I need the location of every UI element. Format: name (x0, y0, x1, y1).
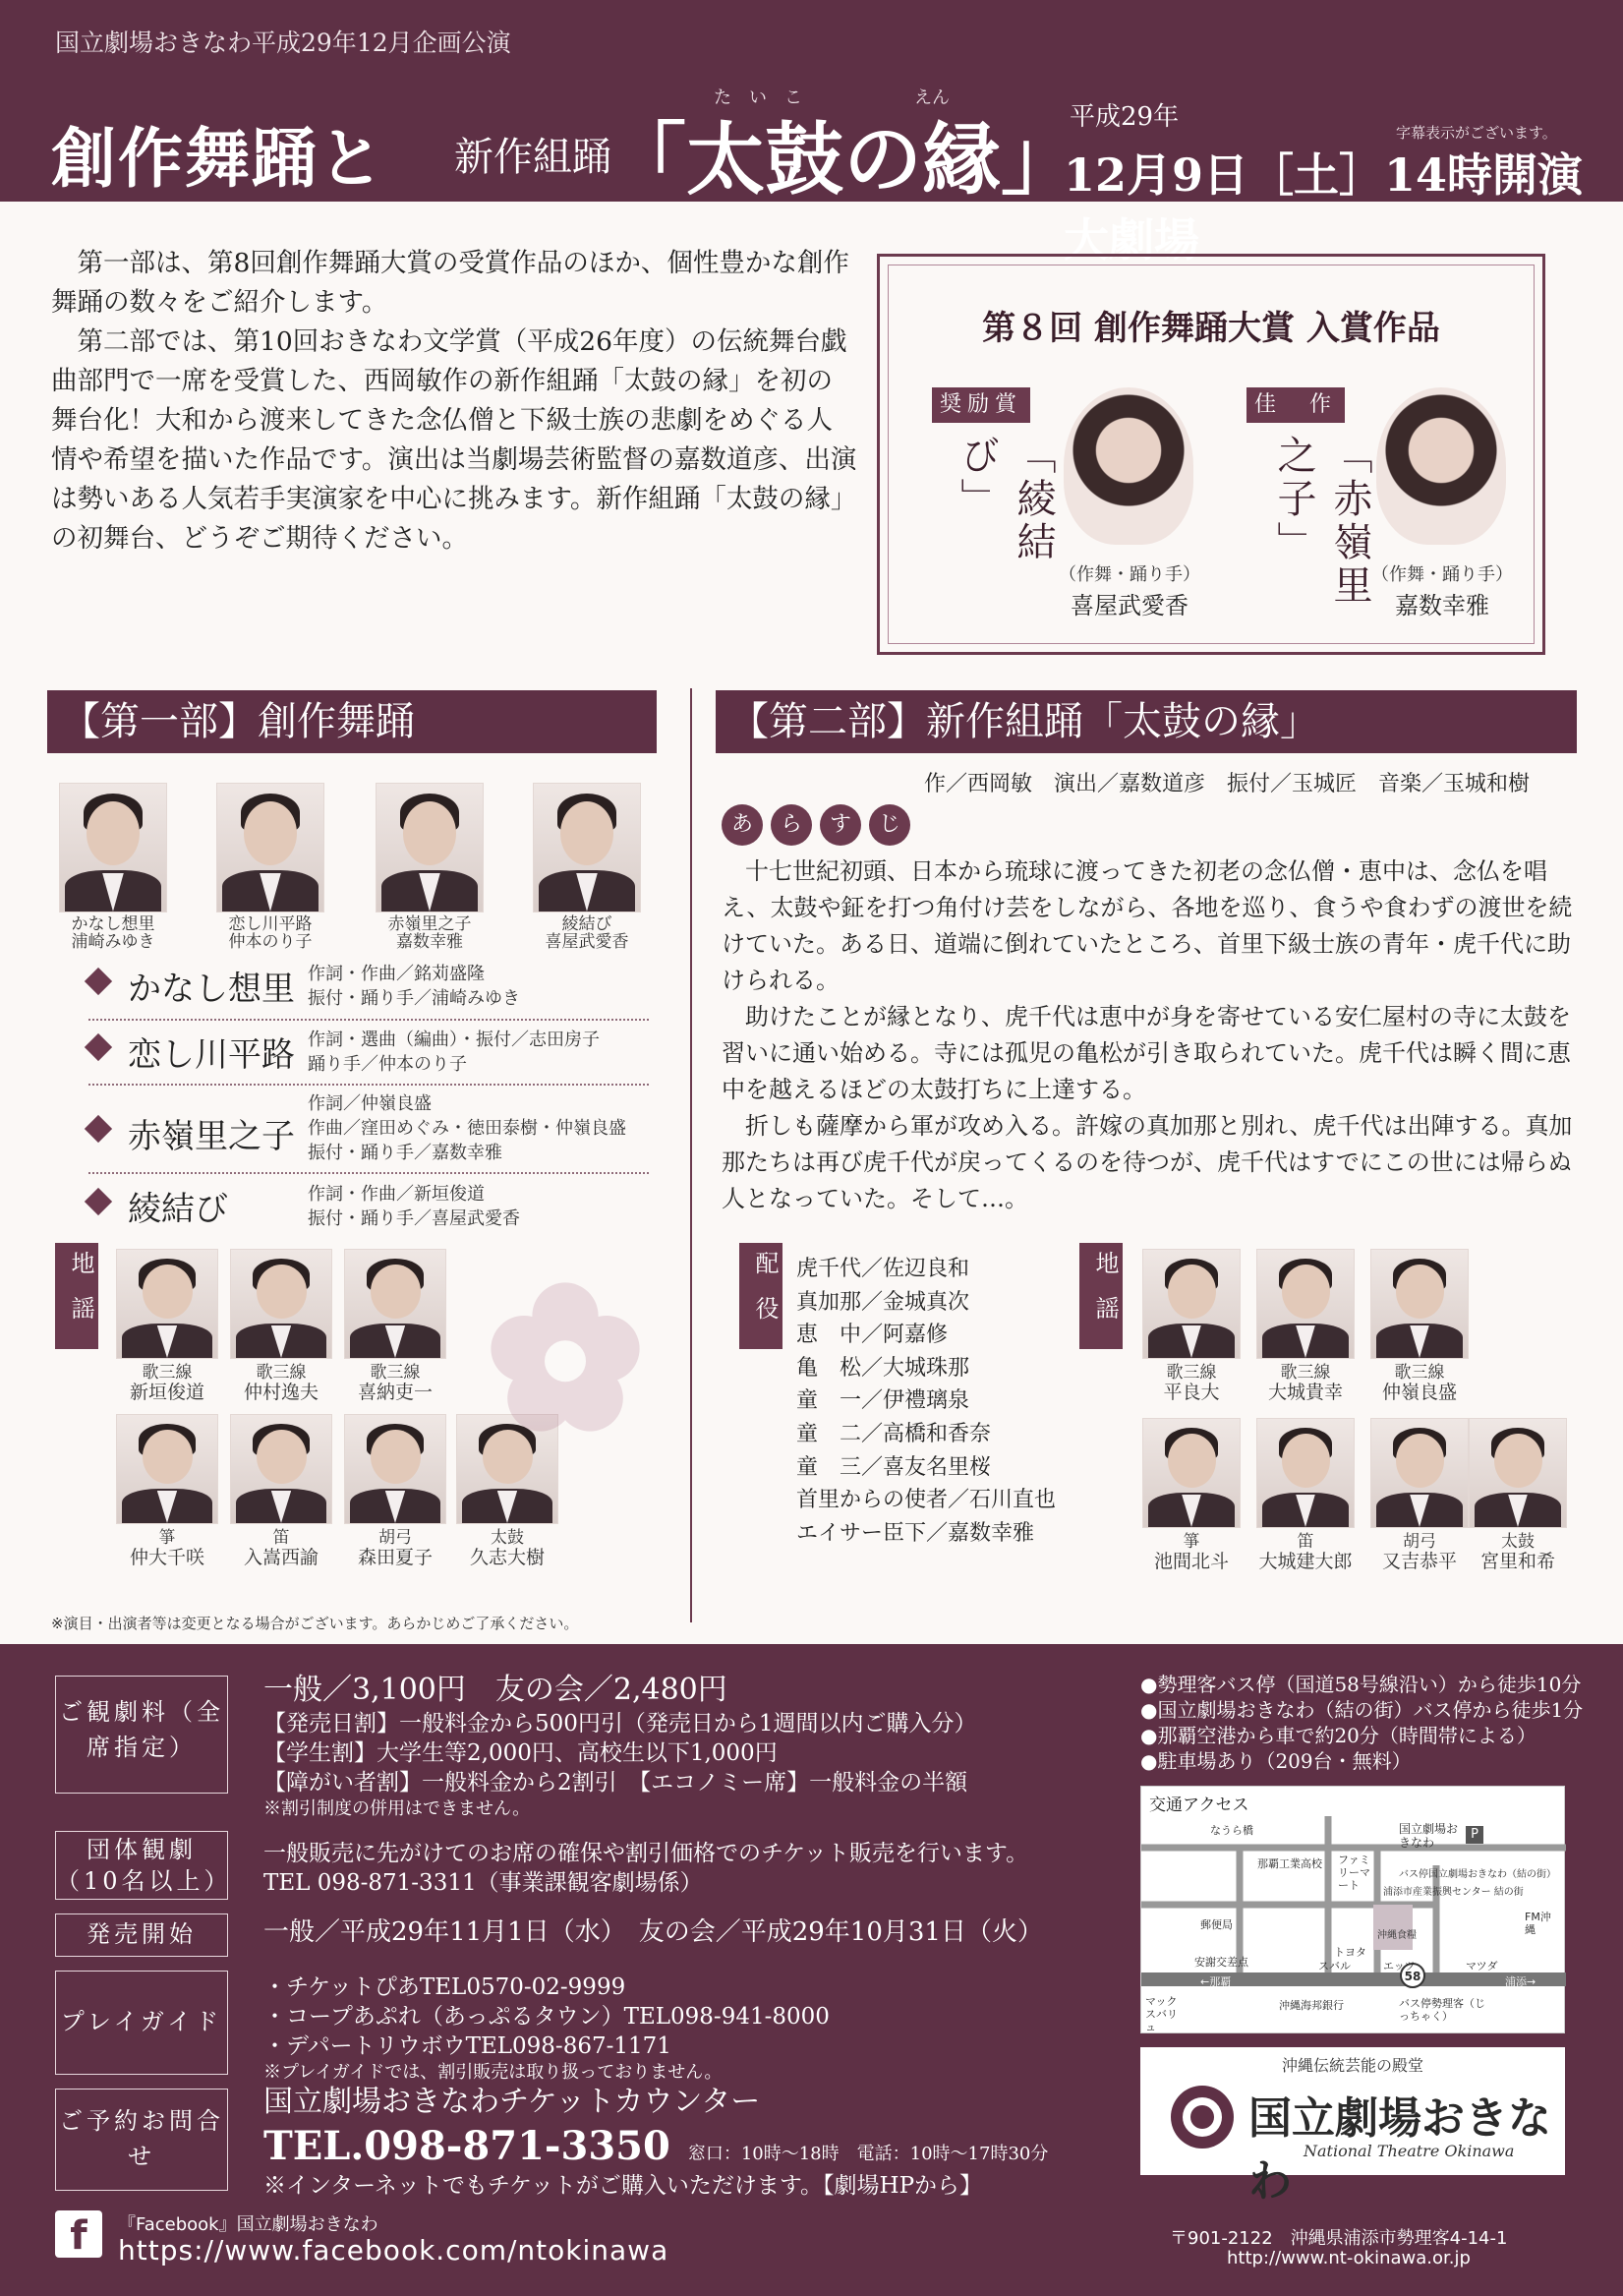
musician-name: 入嵩西諭 (243, 1547, 319, 1568)
musician-role: 歌三線 (1394, 1363, 1445, 1383)
performer-photo (59, 783, 167, 913)
facebook-link[interactable]: https://www.facebook.com/ntokinawa (118, 2234, 669, 2267)
map-title: 交通アクセス (1149, 1796, 1249, 1815)
contact-label: ご予約お問合せ (55, 2089, 228, 2191)
musician-name: 大城建大郎 (1258, 1551, 1353, 1572)
performer-name: 喜屋武愛香 (545, 932, 629, 952)
cast-line: 童 二／高橋和香奈 (796, 1421, 992, 1446)
musician-role: 歌三線 (1166, 1363, 1217, 1383)
award-right-role: （作舞・踊り手） (1371, 564, 1513, 585)
program-title: かなし想里 (128, 970, 295, 1009)
event-subtitle: 国立劇場おきなわ平成29年12月企画公演 (55, 29, 511, 57)
award-tag-encourage: 奨励賞 (932, 387, 1030, 423)
cast-line: 童 三／喜友名里桜 (796, 1454, 992, 1480)
musician-role: 笛 (272, 1528, 290, 1548)
musician-name: 森田夏子 (357, 1547, 433, 1568)
synopsis-p2: 助けたことが縁となり、虎千代は恵中が身を寄せている安仁屋村の寺に太鼓を習いに通い始める。寺には孤児の亀松が引き取られていた。虎千代は瞬く間に恵中を越えるほどの太鼓打ちに上達する。 (722, 1003, 1571, 1103)
intro-paragraph-1: 第一部は、第8回創作舞踊大賞の受賞作品のほか、個性豊かな創作舞踊の数々をご紹介します。 (51, 248, 849, 318)
part1-heading: 【第一部】創作舞踊 (47, 690, 657, 753)
musician-name: 新垣俊道 (129, 1382, 204, 1403)
award-left-role: （作舞・踊り手） (1059, 564, 1200, 585)
program-credits: 作詞・作曲／銘苅盛隆 振付・踊り手／浦崎みゆき (308, 964, 520, 1009)
part2-jiutai (1130, 1249, 1573, 1603)
award-work-left: 「綾結び」 (955, 435, 1056, 564)
part2-credits: 作／西岡敏 演出／嘉数道彦 振付／玉城匠 音楽／玉城和樹 (924, 772, 1531, 796)
part1-performers (51, 779, 661, 956)
caption-note: 字幕表示がございます。 (1396, 124, 1557, 142)
contact-info: 国立劇場おきなわチケットカウンター TEL.098-871-3350 窓口：10時～18時 電話：10時～17時30分 ※インターネットでもチケットがご購入いただけます。【劇場HPから】 (263, 2085, 1049, 2199)
performer-photo (216, 783, 324, 913)
title-mid: 新作組踊 (454, 135, 611, 180)
performer-name: 嘉数幸雅 (396, 932, 463, 952)
musician-name: 大城貴幸 (1267, 1382, 1343, 1403)
facebook-icon[interactable]: f (55, 2210, 102, 2258)
website-link[interactable]: http://www.nt-okinawa.or.jp (1227, 2248, 1471, 2268)
ruby-en: えん (914, 88, 950, 108)
musician-photo (344, 1414, 446, 1524)
price-info: 一般／3,100円 友の会／2,480円 【発売日割】一般料金から500円引（発売日から1週間以内ご購入分） 【学生割】大学生等2,000円、高校生以下1,000円 【障がい者割】一般料金から2割引 【エコノミー席】一般料金の半額 ※割引制度の併用はできません。 (263, 1673, 977, 1819)
synopsis-p3: 折しも薩摩から軍が攻め入る。許嫁の真加那と別れ、虎千代は出陣する。真加那たちは再び虎千代が戻ってくるのを待つが、虎千代はすでにこの世には帰らぬ人となっていた。そして…。 (722, 1112, 1573, 1212)
sale-label: 発売開始 (55, 1913, 228, 1957)
musician-role: 歌三線 (142, 1363, 193, 1383)
program-title: 綾結び (128, 1190, 228, 1229)
musician-name: 平良大 (1163, 1382, 1220, 1403)
musician-role: 胡弓 (378, 1528, 412, 1548)
divider (88, 1019, 649, 1021)
musician-name: 仲村逸夫 (243, 1382, 319, 1403)
program-item (88, 1091, 649, 1170)
group-label: 団体観劇（10名以上） (55, 1831, 228, 1900)
guide-label: プレイガイド (55, 1971, 228, 2075)
column-divider (690, 688, 692, 1622)
award-right-name: 嘉数幸雅 (1395, 592, 1489, 619)
award-left-name: 喜屋武愛香 (1071, 592, 1188, 619)
musician-role: 箏 (1183, 1532, 1200, 1552)
jiutai-label-part2: 地謡 (1079, 1243, 1123, 1349)
program-item (88, 1182, 649, 1241)
parking-icon: P (1466, 1826, 1483, 1844)
award-box (877, 254, 1545, 655)
address: 〒901-2122 沖縄県浦添市勢理客4-14-1 (1170, 2228, 1508, 2249)
cast-list (796, 1253, 1091, 1550)
diamond-icon (85, 1033, 112, 1061)
guide-info: ・チケットぴあTEL0570-02-9999 ・コープあぷれ（あっぷるタウン）TEL098-941-8000 ・デパートリウボウTEL098-867-1171 ※プレイガイドでは、割引販売は取り扱っておりません。 (263, 1974, 830, 2083)
synopsis-p1: 十七世紀初頭、日本から琉球に渡ってきた初老の念仏僧・恵中は、念仏を唱え、太鼓や鉦を打つ角付け芸をしながら、各地を巡り、食うや食わずの渡世を続けていた。ある日、道端に倒れていたところ、首里下級士族の青年・虎千代に助けられる。 (722, 857, 1573, 994)
musician-name: 喜納吏一 (357, 1382, 433, 1403)
sale-info: 一般／平成29年11月1日（水） 友の会／平成29年10月31日（火） (263, 1917, 1043, 1947)
program-credits: 作詞・選曲（編曲）・振付／志田房子 踊り手／仲本のり子 (308, 1030, 600, 1075)
musician-photo (1256, 1418, 1355, 1528)
musician-photo (230, 1414, 332, 1524)
musician-role: 箏 (158, 1528, 176, 1548)
ruby-taiko: たいこ (714, 88, 820, 108)
musician-name: 宮里和希 (1479, 1551, 1555, 1572)
cast-line: エイサー臣下／嘉数幸雅 (796, 1520, 1035, 1546)
event-date: 12月9日［土］14時開演 大劇場 (1064, 148, 1584, 266)
cast-line: 恵 中／阿嘉修 (796, 1323, 949, 1348)
musician-name: 仲大千咲 (129, 1547, 204, 1568)
event-era: 平成29年 (1070, 102, 1180, 132)
part2-heading: 【第二部】新作組踊「太鼓の縁」 (716, 690, 1577, 753)
access-map[interactable]: 交通アクセス なうら橋 那覇工業高校 ファミリーマート 国立劇場おきなわ P バス停国立劇場おきなわ（結の街） 浦添市産業振興センター 結の街 郵便局 FM沖縄 安謝交差点 トヨタ スバル エッツ マツダ 沖縄食糧 ←那覇 浦添→ 58 マックスバリュ 沖縄海邦銀行 バス停勢理客（じっちゃく） (1140, 1786, 1565, 2033)
musician-role: 歌三線 (370, 1363, 421, 1383)
performer-photo (533, 783, 641, 913)
diamond-icon (85, 968, 112, 995)
award-inner (888, 265, 1535, 644)
program-item (88, 962, 649, 1021)
program-title: 赤嶺里之子 (128, 1117, 295, 1156)
musician-name: 久志大樹 (469, 1547, 545, 1568)
musician-role: 歌三線 (256, 1363, 307, 1383)
portrait-kakazu-kouga (1376, 387, 1506, 545)
title-main: 創作舞踊と (51, 120, 385, 197)
musician-name: 又吉恭平 (1381, 1551, 1457, 1572)
intro-paragraph-2: 第二部では、第10回おきなわ文学賞（平成26年度）の伝統舞台戯曲部門で一席を受賞した、西岡敏作の新作組踊「太鼓の縁」を初の舞台化！大和から渡来してきた念仏僧と下級士族の悲劇をめぐる人情や希望を描いた作品です。演出は当劇場芸術監督の嘉数道彦、出演は勢いある人気若手実演家を中心に挑みます。新作組踊「太鼓の縁」の初舞台、どうぞご期待ください。 (51, 326, 857, 554)
cast-line: 虎千代／佐辺良和 (796, 1257, 970, 1281)
musician-photo (1469, 1418, 1567, 1528)
musician-photo (116, 1249, 218, 1359)
musician-photo (1142, 1249, 1241, 1359)
musician-photo (1142, 1418, 1241, 1528)
musician-photo (344, 1249, 446, 1359)
synopsis-tag: あ ら す じ (722, 804, 918, 846)
musician-name: 池間北斗 (1153, 1551, 1229, 1572)
header-banner (0, 0, 1623, 266)
program-title: 恋し川平路 (128, 1035, 295, 1075)
cast-line: 亀 松／大城珠那 (796, 1355, 970, 1381)
route-58-icon: 58 (1404, 1970, 1421, 1983)
jiutai-label-part1: 地謡 (55, 1243, 98, 1349)
musician-photo (116, 1414, 218, 1524)
map-roads (1141, 1787, 1566, 2034)
performer-name: 仲本のり子 (228, 932, 313, 952)
intro-text (51, 244, 857, 559)
divider (88, 1172, 649, 1174)
theatre-emblem-icon (1168, 2083, 1237, 2151)
divider (88, 1084, 649, 1086)
award-tag-honorable: 佳 作 (1246, 387, 1345, 423)
musician-role: 胡弓 (1403, 1532, 1436, 1552)
cast-label: 配役 (739, 1243, 783, 1349)
musician-role: 歌三線 (1280, 1363, 1331, 1383)
award-title: 第８回 創作舞踊大賞 入賞作品 (982, 309, 1440, 348)
musician-role: 太鼓 (1501, 1532, 1535, 1552)
portrait-kyan-aika (1064, 387, 1193, 545)
performer-name: 浦崎みゆき (71, 932, 155, 952)
title-work: 「太鼓の縁」 (608, 113, 1079, 206)
program-credits: 作詞・作曲／新垣俊道 振付・踊り手／喜屋武愛香 (308, 1184, 520, 1229)
program-item (88, 1028, 649, 1087)
cast-line: 首里からの使者／石川直也 (796, 1488, 1057, 1513)
musician-role: 太鼓 (491, 1528, 524, 1548)
musician-photo (1370, 1418, 1469, 1528)
cast-line: 真加那／金城真次 (796, 1289, 970, 1315)
flower-decoration-icon (462, 1249, 668, 1465)
musician-role: 笛 (1297, 1532, 1314, 1552)
disclaimer: ※演目・出演者等は変更となる場合がございます。あらかじめご了承ください。 (51, 1615, 579, 1632)
access-list: ●勢理客バス停（国道58号線沿い）から徒歩10分 ●国立劇場おきなわ（結の街）バス停から徒歩1分 ●那覇空港から車で約20分（時間帯による） ●駐車場あり（209台・無料） (1140, 1673, 1584, 1773)
diamond-icon (85, 1115, 112, 1143)
award-work-right: 「赤嶺里之子」 (1271, 435, 1372, 608)
performer-role: 恋し川平路 (228, 914, 313, 934)
musician-photo (1256, 1249, 1355, 1359)
musician-photo (1370, 1249, 1469, 1359)
synopsis-text (722, 854, 1573, 1217)
performer-role: 赤嶺里之子 (387, 914, 472, 934)
musician-photo (230, 1249, 332, 1359)
program-credits: 作詞／仲嶺良盛 作曲／窪田めぐみ・徳田泰樹・仲嶺良盛 振付・踊り手／嘉数幸雅 (308, 1093, 626, 1163)
group-info: 一般販売に先がけてのお席の確保や割引価格でのチケット販売を行います。 TEL 098-871-3311（事業課観客劇場係） (263, 1841, 1029, 1896)
price-label: ご観劇料（全席指定） (55, 1676, 228, 1794)
cast-line: 童 一／伊禮璃泉 (796, 1388, 970, 1414)
performer-photo (376, 783, 484, 913)
performer-role: かなし想里 (71, 914, 155, 934)
diamond-icon (85, 1188, 112, 1215)
performer-role: 綾結び (561, 914, 612, 934)
musician-name: 仲嶺良盛 (1381, 1382, 1457, 1403)
theatre-logo: 沖縄伝統芸能の殿堂 国立劇場おきなわ National Theatre Okinawa (1140, 2047, 1565, 2175)
contact-tel[interactable]: TEL.098-871-3350 (263, 2123, 670, 2169)
facebook-label: 『Facebook』国立劇場おきなわ (118, 2214, 378, 2235)
